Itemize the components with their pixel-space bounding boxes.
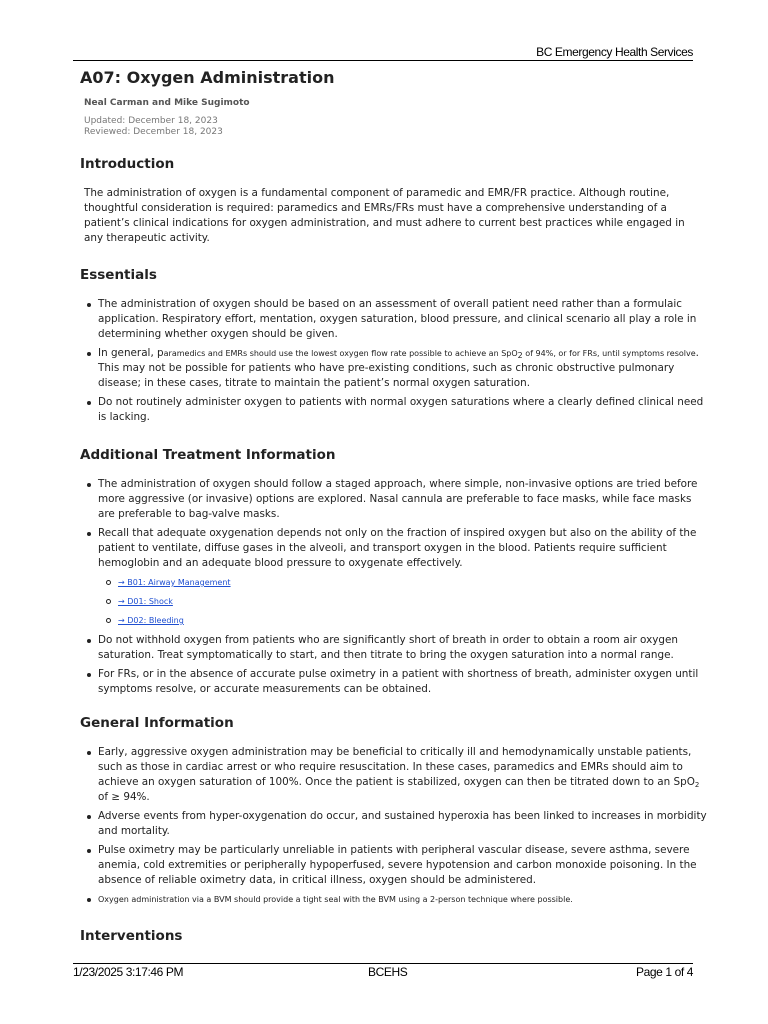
essentials-item: In general, paramedics and EMRs should use the lowest oxygen flow rate possible to achieve an SpO$_2$ of 94%, or for FRs, until symptoms resolve. This may not be possible for patients who have pre-existing conditions, such as chronic obstructive pulmonary disease; in these cases, titrate to maintain the patient’s normal oxygen saturation. <box>98 346 710 391</box>
link-item <box>118 611 710 630</box>
general-item: Adverse events from hyper-oxygenation do occur, and sustained hyperoxia has been linked to increases in morbidity and mortality. <box>98 809 710 839</box>
additional-item: For FRs, or in the absence of accurate pulse oximetry in a patient with shortness of breath, administer oxygen until symptoms resolve, or accurate measurements can be obtained. <box>98 667 710 697</box>
heading-introduction: Introduction <box>80 156 175 172</box>
footer-center: BCEHS <box>368 965 408 979</box>
heading-essentials: Essentials <box>80 267 157 283</box>
heading-general-information: General Information <box>80 715 234 731</box>
additional-item: Do not withhold oxygen from patients who are significantly short of breath in order to obtain a room air oxygen saturation. Treat symptomatically to start, and then titrate to bring the oxygen saturation into a normal range. <box>98 633 710 663</box>
header-org: BC Emergency Health Services <box>536 45 693 59</box>
essentials-item: Do not routinely administer oxygen to patients with normal oxygen saturations where a clearly defined clinical need is lacking. <box>98 395 710 425</box>
link-airway-management[interactable]: → B01: Airway Management <box>118 578 231 587</box>
link-item <box>118 573 710 592</box>
heading-interventions: Interventions <box>80 928 183 944</box>
related-links <box>98 573 710 630</box>
additional-item: Recall that adequate oxygenation depends not only on the fraction of inspired oxygen but also on the ability of the patient to ventilate, diffuse gases in the alveoli, and transport oxygen in the blood. Patients require sufficient hemoglobin and an adequate blood pressure to oxygenate effectively. → B01: Airway Management → D01: Shock → D02: Bleeding <box>98 526 710 630</box>
page-header <box>73 46 693 61</box>
general-item: Pulse oximetry may be particularly unreliable in patients with peripheral vascular disease, severe asthma, severe anemia, cold extremities or peripherally hypoperfused, severe hypotension and carbon monoxide poisoning. In the absence of reliable oximetry data, in critical illness, oxygen should be administered. <box>98 843 710 888</box>
authors: Neal Carman and Mike Sugimoto <box>84 98 250 108</box>
intro-paragraph: The administration of oxygen is a fundamental component of paramedic and EMR/FR practice. Although routine, thoughtful consideration is required: paramedics and EMRs/FRs must have a comprehensive understanding of a patient’s clinical indications for oxygen administration, and must adhere to current best practices while engaged in any therapeutic activity. <box>84 187 685 244</box>
link-bleeding[interactable]: → D02: Bleeding <box>118 616 184 625</box>
page-title: A07: Oxygen Administration <box>80 68 335 87</box>
updated-date: Updated: December 18, 2023 <box>84 116 218 126</box>
page-footer <box>73 963 693 980</box>
heading-additional-treatment: Additional Treatment Information <box>80 447 336 463</box>
general-item: Early, aggressive oxygen administration may be beneficial to critically ill and hemodynamically unstable patients, such as those in cardiac arrest or who require resuscitation. In these cases, paramedics and EMRs should aim to achieve an oxygen saturation of 100%. Once the patient is stabilized, oxygen can then be titrated down to an SpO$_2$ of ≥ 94%. <box>98 745 710 805</box>
essentials-list <box>84 297 710 425</box>
footer-page-number: Page 1 of 4 <box>636 965 693 979</box>
essentials-item: The administration of oxygen should be based on an assessment of overall patient need rather than a formulaic application. Respiratory effort, mentation, oxygen saturation, blood pressure, and clinical scenario all play a role in determining whether oxygen should be given. <box>98 297 710 342</box>
general-item: Oxygen administration via a BVM should provide a tight seal with the BVM using a 2-person technique where possible. <box>98 892 710 907</box>
footer-datetime: 1/23/2025 3:17:46 PM <box>73 965 184 979</box>
link-item <box>118 592 710 611</box>
link-shock[interactable]: → D01: Shock <box>118 597 173 606</box>
general-list <box>84 745 710 907</box>
reviewed-date: Reviewed: December 18, 2023 <box>84 127 223 137</box>
additional-item: The administration of oxygen should follow a staged approach, where simple, non-invasive options are tried before more aggressive (or invasive) options are explored. Nasal cannula are preferable to face masks, while face masks are preferable to bag-valve masks. <box>98 477 710 522</box>
dates-block <box>84 116 223 138</box>
additional-list <box>84 477 710 697</box>
